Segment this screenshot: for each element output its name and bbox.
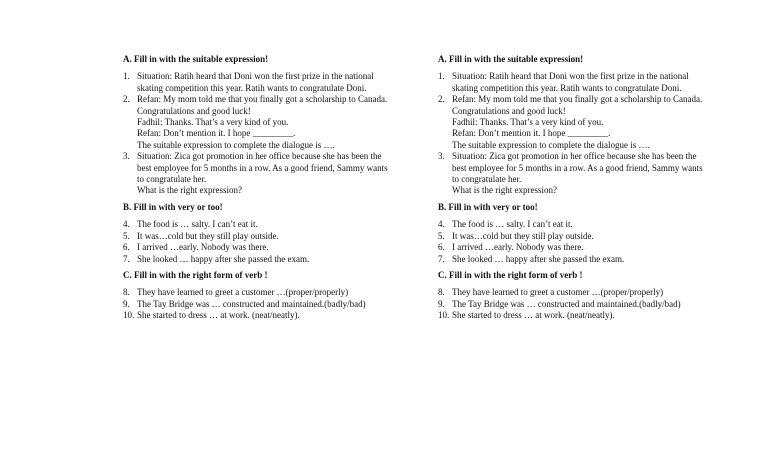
question-line: Situation: Zica got promotion in her office because she has been the (452, 151, 697, 162)
question-text: I arrived …early. Nobody was there. (137, 242, 269, 253)
question-text: She looked … happy after she passed the exam. (452, 253, 625, 264)
question-6 (438, 242, 728, 253)
question-text: The food is … salty. I can’t eat it. (137, 219, 258, 230)
worksheet-right (438, 54, 728, 322)
question-number: 9. (123, 298, 130, 309)
question-3 (123, 151, 413, 197)
question-8 (438, 287, 728, 298)
question-text: It was…cold but they still play outside. (137, 230, 279, 241)
question-line: Refan: My mom told me that you finally got a scholarship to Canada. (137, 94, 388, 105)
section-b-heading: B. Fill in with very or too! (438, 201, 538, 212)
question-10 (438, 310, 728, 321)
question-5 (438, 231, 728, 242)
question-2 (123, 94, 413, 151)
question-9 (438, 299, 728, 310)
section-a-heading: A. Fill in with the suitable expression! (438, 54, 584, 64)
question-line: to congratulate her. (452, 174, 522, 185)
question-number: 6. (438, 242, 445, 253)
question-line: Situation: Ratih heard that Doni won the first prize in the national (452, 71, 689, 82)
question-number: 8. (438, 287, 445, 298)
question-line: The suitable expression to complete the dialogue is …. (452, 139, 650, 150)
question-number: 2. (438, 94, 445, 105)
question-line: Situation: Zica got promotion in her office because she has been the (137, 151, 382, 162)
question-number: 4. (123, 219, 130, 230)
question-line: Refan: Don’t mention it. I hope _________. (452, 128, 611, 139)
question-2 (438, 94, 728, 151)
question-number: 1. (438, 71, 445, 82)
question-10 (123, 310, 413, 321)
question-text: She started to dress … at work. (neat/neatly). (137, 310, 300, 321)
question-text (137, 94, 413, 151)
section-a-heading: A. Fill in with the suitable expression! (123, 54, 269, 64)
question-text: I arrived …early. Nobody was there. (452, 242, 584, 253)
question-text: The Tay Bridge was … constructed and maintained.(badly/bad) (452, 298, 681, 309)
question-number: 3. (438, 151, 445, 162)
question-line: to congratulate her. (137, 174, 207, 185)
question-line: skating competition this year. Ratih wants to congratulate Doni. (137, 82, 367, 93)
question-number: 4. (438, 219, 445, 230)
question-number: 3. (123, 151, 130, 162)
question-7 (438, 254, 728, 265)
question-line: Situation: Ratih heard that Doni won the first prize in the national (137, 71, 374, 82)
question-8 (123, 287, 413, 298)
worksheet-left (123, 54, 413, 322)
question-number: 10. (123, 310, 135, 321)
question-number: 7. (438, 253, 445, 264)
question-text: They have learned to greet a customer …(proper/properly) (452, 287, 664, 298)
question-4 (123, 219, 413, 230)
question-text: They have learned to greet a customer …(proper/properly) (137, 287, 349, 298)
question-5 (123, 231, 413, 242)
question-text (452, 94, 728, 151)
question-9 (123, 299, 413, 310)
question-number: 1. (123, 71, 130, 82)
question-line: Congratulations and good luck! (137, 105, 251, 116)
question-number: 7. (123, 253, 130, 264)
question-text: The Tay Bridge was … constructed and maintained.(badly/bad) (137, 298, 366, 309)
question-text (452, 71, 728, 94)
question-text (137, 151, 413, 197)
question-4 (438, 219, 728, 230)
question-line: best employee for 5 months in a row. As a good friend, Sammy wants (452, 162, 703, 173)
question-number: 10. (438, 310, 450, 321)
question-line: Refan: Don’t mention it. I hope _________. (137, 128, 296, 139)
question-line: What is the right expression? (452, 185, 557, 196)
question-line: Refan: My mom told me that you finally got a scholarship to Canada. (452, 94, 703, 105)
question-number: 8. (123, 287, 130, 298)
question-line: best employee for 5 months in a row. As a good friend, Sammy wants (137, 162, 388, 173)
question-number: 5. (123, 230, 130, 241)
question-7 (123, 254, 413, 265)
question-line: The suitable expression to complete the dialogue is …. (137, 139, 335, 150)
question-line: skating competition this year. Ratih wants to congratulate Doni. (452, 82, 682, 93)
question-1 (123, 71, 413, 94)
question-text: She started to dress … at work. (neat/neatly). (452, 310, 615, 321)
question-3 (438, 151, 728, 197)
question-number: 2. (123, 94, 130, 105)
question-text: She looked … happy after she passed the exam. (137, 253, 310, 264)
question-line: Fadhil: Thanks. That’s a very kind of you. (452, 117, 604, 128)
question-text: It was…cold but they still play outside. (452, 230, 594, 241)
question-text (452, 151, 728, 197)
section-c-heading: C. Fill in with the right form of verb ! (438, 269, 583, 280)
question-line: Congratulations and good luck! (452, 105, 566, 116)
question-number: 6. (123, 242, 130, 253)
question-number: 5. (438, 230, 445, 241)
question-1 (438, 71, 728, 94)
section-b-heading: B. Fill in with very or too! (123, 201, 223, 212)
question-text: The food is … salty. I can’t eat it. (452, 219, 573, 230)
section-c-heading: C. Fill in with the right form of verb ! (123, 269, 268, 280)
question-line: Fadhil: Thanks. That’s a very kind of you. (137, 117, 289, 128)
question-6 (123, 242, 413, 253)
question-line: What is the right expression? (137, 185, 242, 196)
question-number: 9. (438, 298, 445, 309)
question-text (137, 71, 413, 94)
